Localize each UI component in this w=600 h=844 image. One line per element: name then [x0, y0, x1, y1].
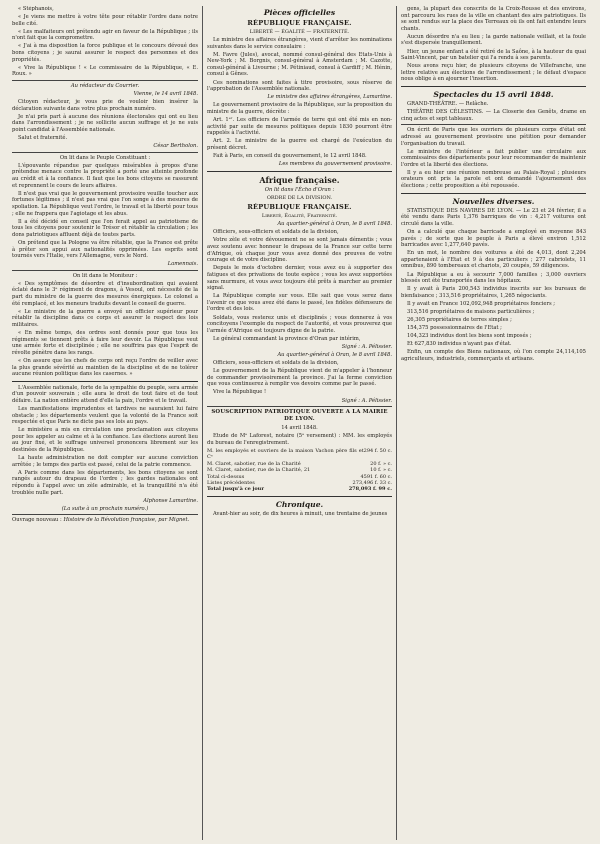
decree-2-paragraph-3: Fait à Paris, en conseil du gouvernement, le 12 avril 1848. [213, 153, 367, 159]
letter-date: Vienne, le 14 avril 1848. [133, 91, 198, 98]
news-paragraph-0: On écrit de Paris que les ouvriers de plusieurs corps d'état ont adressé au gouvernement provisoire une pétition pour demander l'organisation du travail. [401, 127, 586, 147]
subscription-row-label: Listes précédentes [207, 479, 255, 486]
article-1-paragraph-0: L'épouvante répandue par quelques misérables à propos d'une prétendue menace contre la propriété a porté une atteinte profonde au crédit et à la confiance. Il faut que les bons citoyens se rassurent et reprennent le cours de leurs affaires. [12, 162, 198, 189]
article-1-paragraph-2: Il a été décidé en conseil que l'on ferait appel au patriotisme de tous les citoyens pour soutenir le Trésor et rétablir la circulation ; les dons patriotiques affluent déjà de toutes parts. [12, 218, 198, 238]
proclamation-paragraph-1: « Je viens me mettre à votre tête pour rétablir l'ordre dans notre belle cité. [12, 14, 198, 27]
spectacles-list [401, 101, 586, 122]
africa-order-body [207, 229, 392, 342]
subscription-intro: Etude de Mᵉ Laforest, notaire (5ᵉ versement) : MM. les employés du bureau de l'enregistrement. [207, 433, 392, 446]
chronicle-paragraph-2: Hier, un jeune enfant a été retiré de la Saône, à la hauteur du quai Saint-Vincent, par un batelier qui l'a rendu à ses parents. [401, 48, 586, 62]
subscription-row-value: 4591 f. 60 c. [360, 473, 392, 480]
chronicle-paragraph-3: Nous avons reçu hier, de plusieurs citoyens de Villefranche, une lettre relative aux élections de l'arrondissement ; le défaut d'espace nous oblige à en ajourner l'insertion. [401, 63, 586, 83]
africa-order-body-2 [207, 360, 392, 396]
africa-republic-title: RÉPUBLIQUE FRANÇAISE. [247, 203, 352, 212]
africa-2-paragraph-1: Le gouvernement de la République vient de m'appeler à l'honneur de commander provisoirement la province. J'ai la ferme conviction que vous continuerez à remplir vos devoirs comme par le passé. [207, 368, 392, 388]
africa-signature: Signé : A. Pélissier. [341, 343, 392, 350]
subscription-total-row [207, 486, 392, 492]
assembly-paragraph-2: Le ministère a mis en circulation une proclamation aux citoyens pour les appeler au calme et à la confiance. Les élections auront lieu au jour fixé, et le suffrage universel prononcera librement sur les destinées de la République. [12, 427, 198, 454]
decree-1-paragraph-1: M. Favre (Jules), avocat, nommé consul-général des Etats-Unis à New-York ; M. Borgnis, consul-général à Amsterdam ; M. Cazotte, consul-général à Livourne ; M. Pétiniaud, consul à Cardiff ; M. Hénin, consul à Gênes. [207, 51, 392, 78]
decree-2-paragraph-1: Art. 1ᵉʳ. Les officiers de l'armée de terre qui ont été mis en non-activité par suite de mesures politiques depuis 1830 pourront être rappelés à l'activité. [207, 117, 392, 137]
africa-paragraph-2: Depuis le mois d'octobre dernier, vous avez eu à supporter des fatigues et des privations de toute espèce ; vous les avez supportées sans murmure, et vous avez toujours été prêts à marcher au premier signal. [207, 265, 392, 292]
column-2 [202, 6, 396, 840]
subscription-row-value: 10 f. » c. [370, 467, 392, 474]
africa-paragraph-3: La République compte sur vous. Elle sait que vous serez dans l'avenir ce que vous avez été dans le passé, les fidèles défenseurs de l'ordre et des lois. [207, 293, 392, 313]
africa-date-2: Au quartier-général à Oran, le 8 avril 1848. [277, 351, 392, 358]
decree-1-paragraph-2: Ces nominations sont faites à titre provisoire, sous réserve de l'approbation de l'Assemblée nationale. [207, 79, 392, 93]
footer-ad-label: Ouvrage nouveau : [12, 517, 62, 524]
footer-ad [12, 517, 198, 524]
subscription-heading: SOUSCRIPTION PATRIOTIQUE OUVERTE A LA MAIRIE DE LYON. [211, 409, 388, 423]
section-heading-chronicle: Chronique. [275, 499, 324, 509]
article-body-1 [12, 163, 198, 260]
subscription-date: 14 avril 1848. [281, 425, 318, 432]
africa-date: Au quartier-général à Oran, le 8 avril 1848. [277, 221, 392, 228]
various-news-paragraph-2: En un mot, le nombre des voitures a été de 4,013, dont 2,204 appartenaient à l'Etat et 9 à des particuliers ; 277 cabriolets, 11 omnibus, 890 tombereaux et chariots, 20 coupés, 59 diligences. [401, 250, 586, 270]
decree-2-paragraph-0: Le gouvernement provisoire de la République, sur la proposition du ministre de la guerre, décrète : [207, 102, 392, 115]
statistic-line-1: 313,516 propriétaires de maisons particulières ; [407, 308, 535, 315]
letter-heading: Au rédacteur du Courrier. [70, 82, 140, 89]
proclamation-paragraph-4: « Vive la République ! « Le commissaire de la République, « E. Roux. » [12, 64, 198, 78]
continuation-note: (La suite à un prochain numéro.) [61, 505, 149, 512]
assembly-paragraph-1: Les manifestations imprudentes et tardives ne sauraient lui faire obstacle ; les départements veulent que la volonté de la France soit respectée et que Paris ne dicte pas ses lois au pays. [12, 405, 198, 426]
decree-1-signature: Le ministre des affaires étrangères, Lamartine. [267, 94, 392, 101]
news-block [401, 127, 586, 189]
assembly-signature: Alphonse Lamartine. [143, 497, 198, 504]
article-2-paragraph-0: « Des symptômes de désordre et d'insubordination qui avaient éclaté dans le 3ᵉ régiment de dragons, à Vesoul, ont nécessité de la part du ministre de la guerre des mesures énergiques. Le colonel a été remplacé, et les meneurs traduits devant le conseil de guerre. [12, 280, 198, 307]
article-signature-1: Lamennais. [167, 261, 198, 268]
spectacle-item-0: GRAND-THÉÂTRE. — Relâche. [407, 101, 489, 108]
source-heading-2: On lit dans le Moniteur : [72, 272, 138, 279]
statistic-line-0: Il y avait en France 102,092,948 propriétaires fonciers ; [407, 300, 556, 307]
africa-paragraph-5: Le général commandant la province d'Oran par intérim, [213, 335, 361, 342]
columns [8, 6, 592, 840]
various-news-paragraph-3: La République a eu à secourir 7,000 familles ; 3,000 ouvriers blessés ont été transportés dans les hôpitaux. [401, 271, 586, 285]
various-news-paragraph-0: STATISTIQUE DES NAVIRES DE LYON. — Le 23 et 24 février, il a été vendu dans Paris 1,376 barriques de vin : 4,217 voitures ont circulé dans la ville. [401, 207, 586, 227]
africa-motto: Liberté, Égalité, Fraternité. [261, 213, 338, 220]
subscription-row-value: 20 f. » c. [370, 460, 392, 467]
africa-2-paragraph-0: Officiers, sous-officiers et soldats de la division, [213, 360, 339, 367]
assembly-paragraph-3: La haute administration ne doit compter sur aucune conviction arrêtée ; le temps des partis est passé, celui de la patrie commence. [12, 455, 198, 468]
subscription-row-value: 294 f. 50 c. [363, 447, 392, 454]
section-heading-official: Pièces officielles [263, 8, 336, 17]
republic-motto: LIBERTÉ — ÉGALITÉ — FRATERNITÉ. [249, 29, 350, 35]
subscription-table [207, 448, 392, 486]
africa-2-paragraph-2: Vive la République ! [213, 389, 267, 396]
letter-paragraph-1: Je n'ai pris part à aucune des réunions électorales qui ont eu lieu dans l'arrondissement ; je ne sollicite aucun suffrage et je ne suis point candidat à l'Assemblée nationale. [12, 113, 198, 133]
article-2-paragraph-2: « En même temps, des ordres sont donnés pour que tous les régiments se tiennent prêts à faire leur devoir. La République veut une armée forte et disciplinée ; elle ne souffrira pas que l'esprit de révolte pénètre dans les rangs. [12, 330, 198, 356]
statistics-list [401, 301, 586, 363]
subscription-row-label: M. les employés et ouvriers de la maison Vachon père fils et Cᵉ [207, 447, 364, 461]
decree-2 [207, 102, 392, 159]
africa-source: On lit dans l'Écho d'Oran : [264, 186, 335, 193]
subscription-row-label: M. Claret, sabotier, rue de la Charité [207, 460, 301, 467]
africa-paragraph-0: Officiers, sous-officiers et soldats de la division, [213, 229, 339, 236]
article-1-paragraph-1: Il n'est pas vrai que le gouvernement provisoire veuille toucher aux fortunes légitimes ; il n'est pas vrai que l'on songe à des mesures de spoliation. La République veut l'ordre, le travail et la liberté pour tous ; elle ne frappera que l'agiotage et les abus. [12, 190, 198, 217]
decree-2-paragraph-2: Art. 2. Le ministre de la guerre est chargé de l'exécution du présent décret. [207, 138, 392, 151]
letter-paragraph-2: Salut et fraternité. [18, 135, 68, 142]
decree-1 [207, 37, 392, 93]
news-paragraph-1: Le ministre de l'intérieur a fait publier une circulaire aux commissaires des départements pour leur recommander de maintenir l'ordre et la liberté des élections. [401, 148, 586, 168]
section-heading-various-news: Nouvelles diverses. [452, 196, 535, 206]
various-news-body [401, 208, 586, 300]
proclamation-paragraph-0: « Stéphanois, [18, 6, 54, 12]
proclamation-paragraph-3: « J'ai à ma disposition la force publique et le concours dévoué des bons citoyens ; je saurai assurer le respect des personnes et des propriétés. [12, 43, 198, 63]
assembly-paragraph-4: A Paris comme dans les départements, les bons citoyens se sont rangés autour du drapeau de l'ordre ; les gardes nationales ont répondu à l'appel avec un zèle admirable, et la tranquillité n'a été troublée nulle part. [12, 469, 198, 496]
statistic-line-6: Enfin, un compte des Biens nationaux, où l'on compte 24,114,105 agriculteurs, industriels, commerçants et artisans. [401, 349, 586, 363]
source-heading-1: On lit dans le Peuple Constituant : [59, 154, 151, 161]
article-1-paragraph-3: On prétend que la Pologne va être rétablie, que la France est prête à prêter son appui aux nationalités opprimées. Les esprits sont tournés vers l'Italie, vers l'Allemagne, vers le Nord. [12, 239, 198, 260]
africa-paragraph-4: Soldats, vous resterez unis et disciplinés ; vous donnerez à vos concitoyens l'exemple du respect de l'autorité, et vous prouverez que l'armée d'Afrique est toujours digne de la patrie. [207, 314, 392, 334]
statistic-line-4: 104,323 individus dont les biens sont imposés ; [407, 333, 532, 340]
assembly-article [12, 385, 198, 497]
chronicle-start: Avant-hier au soir, de dix heures à minuit, une trentaine de jeunes [213, 510, 388, 517]
various-news-paragraph-4: Il y avait à Paris 200,543 individus inscrits sur les bureaux de bienfaisance ; 313,516 propriétaires, 1,265 négociants. [401, 286, 586, 299]
various-news-paragraph-1: On a calculé que chaque barricade a employé en moyenne 843 pavés ; de sorte que le peuple à Paris a élevé environ 1,512 barricades avec 1,277,640 pavés. [401, 228, 586, 249]
section-heading-africa: Afrique française. [259, 174, 340, 185]
article-2-paragraph-1: « Le ministre de la guerre a envoyé un officier supérieur pour rétablir la discipline dans ce corps et assurer le respect des lois militaires. [12, 308, 198, 328]
africa-signature-2: Signé : A. Pélissier. [341, 397, 392, 404]
africa-paragraph-1: Votre zèle et votre dévouement ne se sont jamais démentis ; vous avez soutenu avec honneur le drapeau de la France sur cette terre d'Afrique, où chaque jour vous avez donné des preuves de votre courage et de votre discipline. [207, 237, 392, 264]
footer-ad-title: Histoire de la Révolution française, par Mignet. [63, 517, 190, 524]
assembly-paragraph-0: L'Assemblée nationale, forte de la sympathie du peuple, sera armée d'un pouvoir souverain ; elle aura le droit de tout faire et de tout défaire. La nation entière attend d'elle la paix, l'ordre et le travail. [12, 384, 198, 404]
subscription-total-value: 278,093 f. 99 c. [348, 486, 392, 493]
subscription-row-value: 273,496 f. 33 c. [352, 479, 392, 486]
subscription-total-label: Total jusqu'à ce jour [207, 486, 264, 493]
decree-2-signature: Les membres du gouvernement provisoire. [278, 161, 392, 168]
subscription-row-label: Total ci-dessus [207, 473, 245, 480]
column-3 [396, 6, 590, 840]
decree-1-paragraph-0: Le ministre des affaires étrangères, vient d'arrêter les nominations suivantes dans le service consulaire : [207, 37, 392, 50]
article-body-2 [12, 281, 198, 378]
chronicle-paragraph-1: Aucun désordre n'a eu lieu ; la garde nationale veillait, et la foule s'est dispersée tranquillement. [401, 33, 586, 47]
news-paragraph-2: Il y a eu hier une réunion nombreuse au Palais-Royal ; plusieurs orateurs ont pris la parole et ont demandé l'ajournement des élections ; cette proposition a été repoussée. [401, 169, 586, 190]
letter-signature: César Bertholon. [153, 143, 198, 150]
letter-body [12, 99, 198, 142]
article-2-paragraph-3: « On assure que les chefs de corps ont reçu l'ordre de veiller avec la plus grande sévérité au maintien de la discipline et de ne tolérer aucune réunion politique dans les casernes. » [12, 357, 198, 378]
division-order: ORDRE DE LA DIVISION. [266, 194, 333, 201]
subscription-row-label: M. Claret, sabotier, rue de la Charité, 21 [207, 467, 311, 474]
letter-paragraph-0: Citoyen rédacteur, je vous prie de vouloir bien insérer la déclaration suivante dans votre plus prochain numéro. [12, 99, 198, 112]
proclamation-paragraph-2: « Les malfaiteurs ont prétendu agir en faveur de la République ; ils n'ont fait que la compromettre. [12, 28, 198, 42]
chronicle-continued [401, 6, 586, 83]
statistic-line-2: 26,305 propriétaires de terres simples ; [407, 317, 512, 324]
section-heading-spectacles: Spectacles du 15 avril 1848. [433, 90, 554, 100]
chronicle-paragraph-0: gens, la plupart des conscrits de la Croix-Rousse et des environs, ont parcouru les rues de la ville en chantant des airs patriotiques. Ils se sont rendus sur la place des Terreaux où ils ont fait entendre leurs chants. [401, 6, 586, 32]
column-1 [8, 6, 202, 840]
republic-title: RÉPUBLIQUE FRANÇAISE. [247, 19, 352, 27]
proclamation-block [12, 6, 198, 78]
statistic-line-3: 154,375 possessionnaires de l'Etat ; [407, 325, 502, 332]
spectacle-item-1: THÉÂTRE DES CÉLESTINS. — La Closerie des Genêts, drame en cinq actes et sept tableaux. [401, 109, 586, 122]
statistic-line-5: Et 627,830 individus n'ayant pas d'état. [407, 341, 512, 348]
subscription-row [207, 448, 392, 461]
